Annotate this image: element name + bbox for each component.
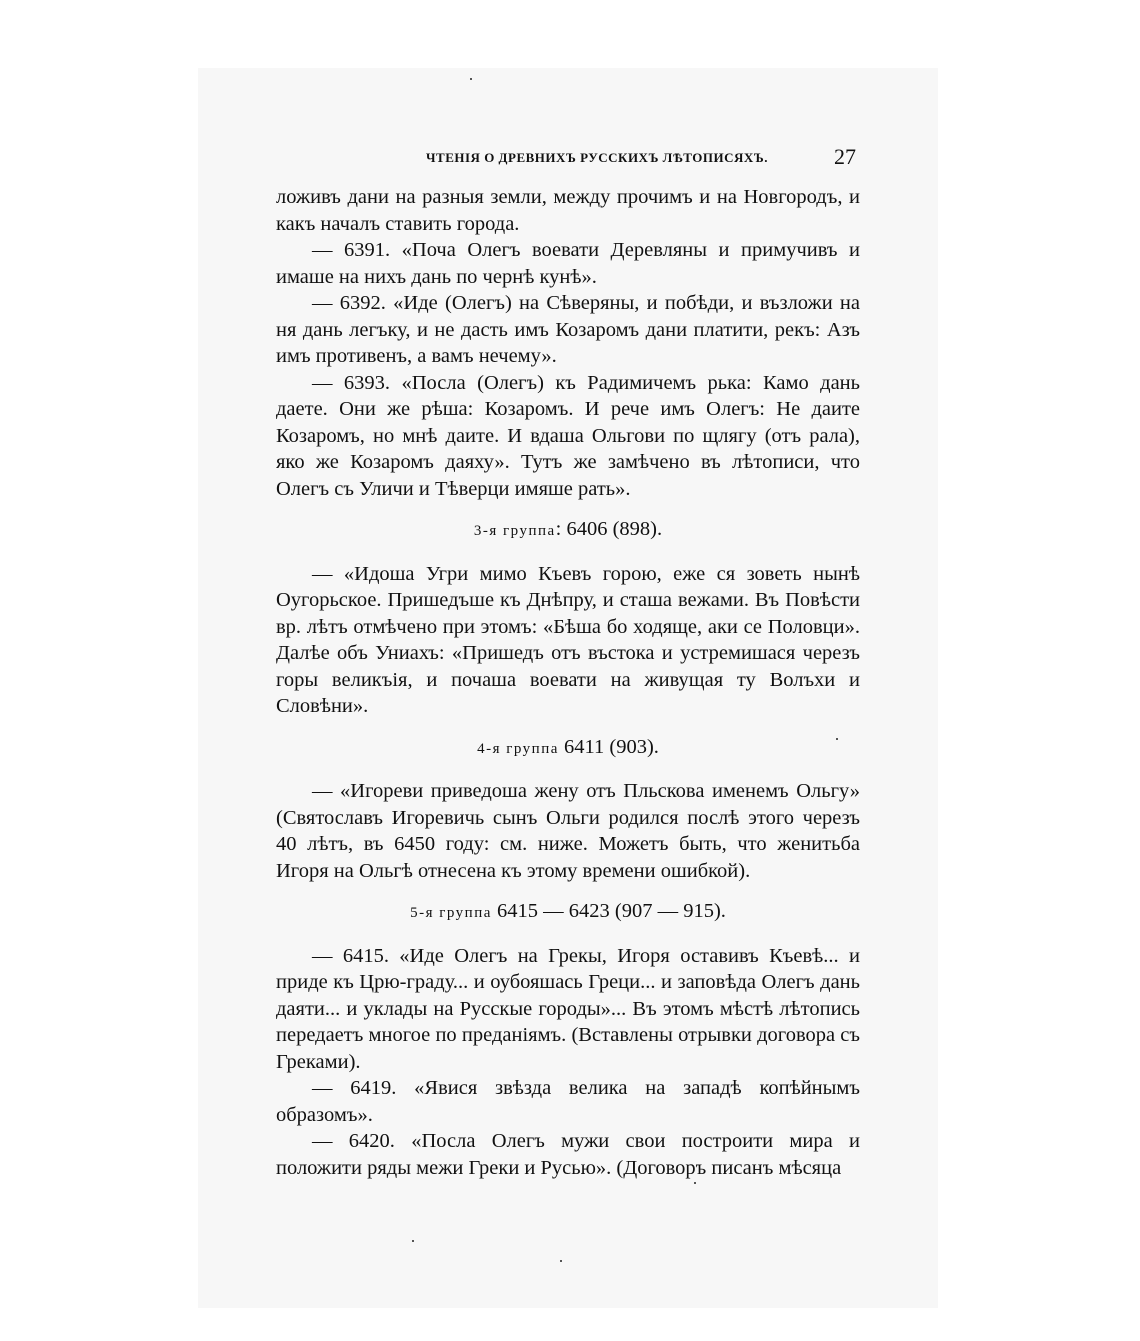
paragraph: — 6392. «Иде (Олегъ) на Сѣверяны, и побѣди, и възложи на ня дань легъку, и не дасть имъ Козаромъ дани платити, рекъ: Азъ имъ противенъ, а вамъ нечему». — [276, 292, 860, 367]
group-3-heading — [276, 516, 860, 545]
group-4-heading — [276, 734, 860, 763]
paragraph: — «Игореви приведоша жену отъ Пльскова именемъ Ольгу» (Святославъ Игоревичь сынъ Ольги родился послѣ этого черезъ 40 лѣтъ, въ 6450 году: см. ниже. Можетъ быть, что женитьба Игоря на Ольгѣ отнесена къ этому времени ошибкой). — [276, 780, 860, 882]
paragraph: — 6419. «Явися звѣзда велика на западѣ копѣйнымъ образомъ». — [276, 1077, 860, 1126]
scan-speck — [836, 738, 838, 740]
paragraph: — 6391. «Поча Олегъ воевати Деревляны и примучивъ и имаше на нихъ дань по чернѣ кунѣ». — [276, 239, 860, 288]
scan-speck — [560, 1260, 562, 1262]
paragraph: — 6393. «Посла (Олегъ) къ Радимичемъ рька: Камо дань даете. Они же рѣша: Козаромъ. И рече имъ Олегъ: Не даите Козаромъ, но мнѣ даите. И вдаша Ольгови по щлягу (отъ рала), яко же Козаромъ даяху». Тутъ же замѣчено въ лѣтописи, что Олегъ съ Уличи и Тѣверци имяше рать». — [276, 371, 860, 500]
page-number: 27 — [834, 144, 856, 169]
scan-speck — [694, 1182, 696, 1184]
scan-speck — [470, 78, 472, 80]
paragraph: — 6420. «Посла Олегъ мужи свои построити мира и положити ряды межи Греки и Русью». (Договоръ писанъ мѣсяца — [276, 1130, 860, 1179]
group-3-range: : 6406 (898). — [555, 518, 663, 540]
scan-speck — [412, 1240, 414, 1242]
group-5-range: 6415 — 6423 (907 — 915). — [491, 900, 726, 922]
group-5-label: 5-я группа — [410, 905, 492, 921]
page-header — [276, 144, 860, 184]
paragraph: — «Идоша Угри мимо Къевъ горою, еже ся зоветь нынѣ Оугорьское. Пришедъше къ Днѣпру, и сташа вежами. Въ Повѣсти вр. лѣтъ отмѣчено при этомъ: «Бѣша бо ходяще, аки се Половци». Далѣе объ Униахъ: «Пришедъ отъ въстока и устремишася черезъ горы великъія, и почаша воевати на живущая ту Волъхи и Словѣни». — [276, 562, 860, 717]
group-3-label: 3-я группа — [473, 523, 556, 539]
paragraph: — 6415. «Иде Олегъ на Грекы, Игоря оставивъ Къевѣ... и приде къ Црю-граду... и оубояшась Греци... и заповѣда Олегъ дань даяти... и уклады на Русскые городы»... Въ этомъ мѣстѣ лѣтопись передаетъ многое по преданіямъ. (Вставлены отрывки договора съ Греками). — [276, 944, 860, 1073]
running-head: ЧТЕНІЯ О ДРЕВНИХЪ РУССКИХЪ ЛѢТОПИСЯХЪ. — [426, 150, 768, 165]
group-5-heading — [276, 898, 860, 927]
group-4-range: 6411 (903). — [558, 735, 659, 758]
group-4-label: 4-я группа — [477, 740, 559, 757]
paragraph: ложивъ дани на разныя земли, между прочимъ и на Новгородъ, и какъ началъ ставить города. — [276, 186, 860, 235]
text-column — [276, 144, 860, 1181]
